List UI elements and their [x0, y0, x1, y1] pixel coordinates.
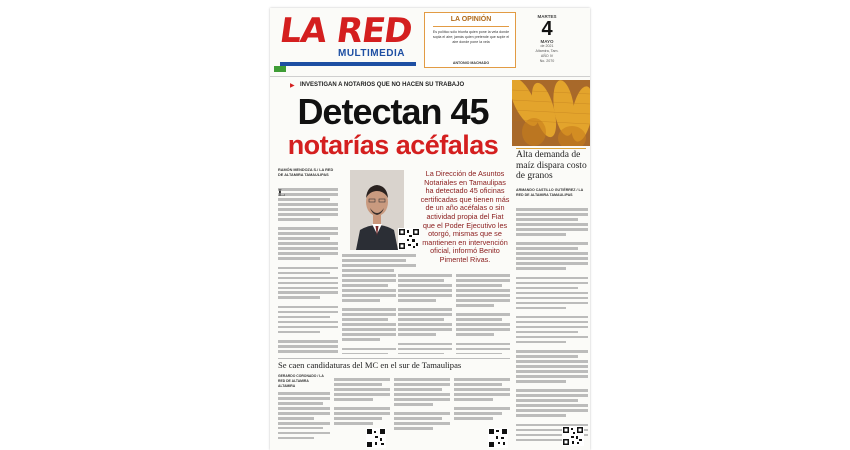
portrait-photo [350, 170, 404, 250]
date-day: 4 [541, 18, 553, 40]
date-month: MAYO [540, 39, 554, 44]
date-issue: AÑO IV [540, 54, 554, 58]
side-story-byline: ARMANDO CASTILLO GUTIÉRREZ / LA RED DE ALTAMIRA TAMAULIPAS [516, 188, 584, 197]
main-column-3 [398, 274, 452, 354]
sponsor-badge [274, 66, 286, 72]
masthead-divider [270, 76, 590, 77]
opinion-quote: Es político sólo triunfa quien pone la vela donde sopla el aire; jamás quien pretende que sople el aire donde pone la vela [432, 30, 510, 44]
bottom-story-headline[interactable]: Se caen candidaturas del MC en el sur de Tamaulipas [278, 360, 462, 370]
pull-quote-text: La Dirección de Asuntos Notariales en Tamaulipas ha detectado 45 oficinas certificadas que tienen más de un año acéfalas o sin actividad propia del Fiat que el Poder Ejecutivo les otorgó, mismas que se mantienen en intervención oficial, informó Benito Pimentel Rivas. [420, 169, 510, 264]
date-block [524, 12, 570, 68]
kicker: INVESTIGAN A NOTARIOS QUE NO HACEN SU TRABAJO [300, 82, 465, 88]
logo-title: LA RED [277, 11, 415, 51]
pull-quote [420, 170, 510, 270]
bottom-story-rule [278, 358, 510, 359]
main-headline[interactable]: Detectan 45 [297, 91, 489, 132]
main-story-qr-icon[interactable] [398, 228, 420, 250]
kicker-arrow-icon: ▶ [290, 83, 295, 89]
bottom-qr-icon-2[interactable] [488, 428, 508, 448]
main-byline: RAMÓN MENDOZA S./ LA RED DE ALTAMIRA TAMAULIPAS [278, 168, 334, 178]
bottom-column-3 [394, 378, 450, 448]
logo[interactable] [276, 12, 416, 70]
side-story-headline[interactable]: Alta demanda de maíz dispara costo de granos [516, 150, 587, 181]
date-number: No. 2070 [539, 59, 555, 63]
newspaper-front-page [270, 8, 590, 450]
opinion-box [424, 12, 516, 68]
main-column-1 [278, 188, 338, 354]
logo-bar [280, 62, 416, 66]
main-column-2 [342, 274, 396, 354]
date-city: Altamira, Tam. [535, 49, 559, 53]
logo-subtitle: MULTIMEDIA [338, 48, 406, 59]
bottom-column-1 [278, 392, 330, 448]
corn-photo [512, 80, 590, 146]
bottom-story-byline: GERARDO CORONADO / LA RED DE ALTAMIRA ALTAMIRA [278, 374, 324, 388]
date-year: de 2021 [540, 44, 554, 48]
side-story-body [516, 208, 588, 444]
date-weekday: MARTES [537, 14, 557, 19]
side-story-qr-icon[interactable] [562, 426, 584, 446]
main-column-4 [456, 274, 510, 354]
opinion-divider [433, 26, 509, 27]
portrait-caption [342, 254, 416, 274]
bottom-qr-icon-1[interactable] [366, 428, 386, 448]
main-headline-secondary[interactable]: notarías acéfalas [287, 130, 499, 160]
opinion-author: ANTONIO MACHADO [452, 61, 490, 65]
masthead [270, 8, 590, 74]
opinion-title: LA OPINIÓN [450, 16, 492, 23]
side-story-rule [516, 148, 586, 149]
